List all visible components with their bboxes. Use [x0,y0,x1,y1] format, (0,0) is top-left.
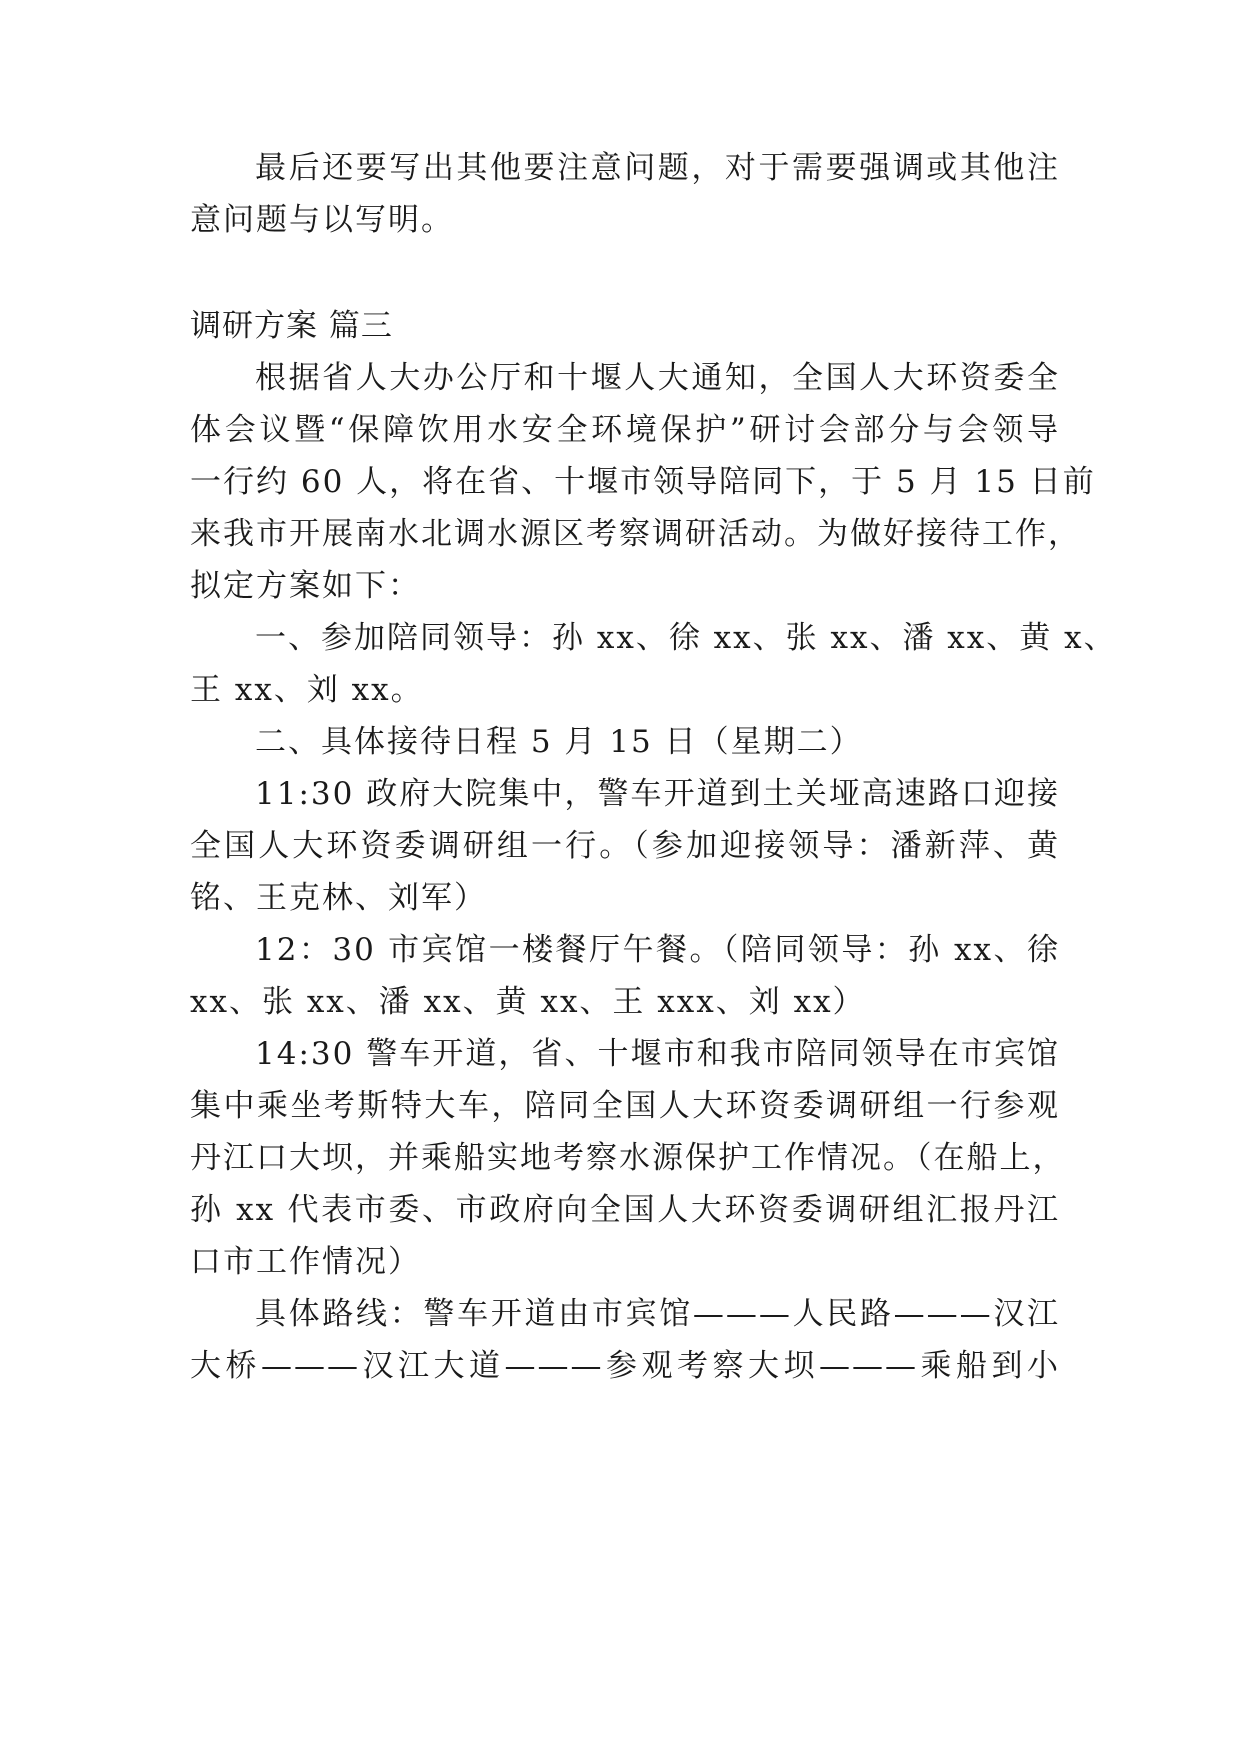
paragraph-1430-line-2: 集中乘坐考斯特大车，陪同全国人大环资委调研组一行参观 [190,1088,1060,1124]
paragraph-1230-line-1: 12：30 市宾馆一楼餐厅午餐。（陪同领导：孙 xx、徐 [255,932,1060,968]
paragraph-intro-line-4: 来我市开展南水北调水源区考察调研活动。为做好接待工作， [190,516,1081,552]
paragraph-intro-line-5: 拟定方案如下： [190,568,421,604]
paragraph-schedule-title: 二、具体接待日程 5 月 15 日（星期二） [255,724,863,760]
paragraph-closing-line-2: 意问题与以写明。 [190,202,454,238]
paragraph-1130-line-1: 11:30 政府大院集中，警车开道到土关垭高速路口迎接 [255,776,1060,812]
paragraph-1430-line-5: 口市工作情况） [190,1244,421,1280]
paragraph-intro-line-1: 根据省人大办公厅和十堰人大通知，全国人大环资委全 [255,360,1060,396]
paragraph-1130-line-2: 全国人大环资委调研组一行。（参加迎接领导：潘新萍、黄 [190,828,1060,864]
paragraph-route-line-1: 具体路线：警车开道由市宾馆———人民路———汉江 [255,1296,1060,1332]
paragraph-closing-line-1: 最后还要写出其他要注意问题，对于需要强调或其他注 [255,150,1060,186]
paragraph-intro-line-3: 一行约 60 人，将在省、十堰市领导陪同下，于 5 月 15 日前 [190,464,1096,500]
section-heading: 调研方案 篇三 [190,308,393,344]
paragraph-leaders-line-2: 王 xx、刘 xx。 [190,672,424,708]
paragraph-1130-line-3: 铭、王克林、刘军） [190,880,487,916]
paragraph-intro-line-2: 体会议暨“保障饮用水安全环境保护”研讨会部分与会领导 [190,412,1060,448]
paragraph-1230-line-2: xx、张 xx、潘 xx、黄 xx、王 xxx、刘 xx） [190,984,866,1020]
paragraph-route-line-2: 大桥———汉江大道———参观考察大坝———乘船到小 [190,1348,1060,1384]
paragraph-1430-line-3: 丹江口大坝，并乘船实地考察水源保护工作情况。（在船上， [190,1140,1066,1176]
paragraph-leaders-line-1: 一、参加陪同领导：孙 xx、徐 xx、张 xx、潘 xx、黄 x、 [255,620,1117,656]
paragraph-1430-line-1: 14:30 警车开道，省、十堰市和我市陪同领导在市宾馆 [255,1036,1060,1072]
paragraph-1430-line-4: 孙 xx 代表市委、市政府向全国人大环资委调研组汇报丹江 [190,1192,1060,1228]
